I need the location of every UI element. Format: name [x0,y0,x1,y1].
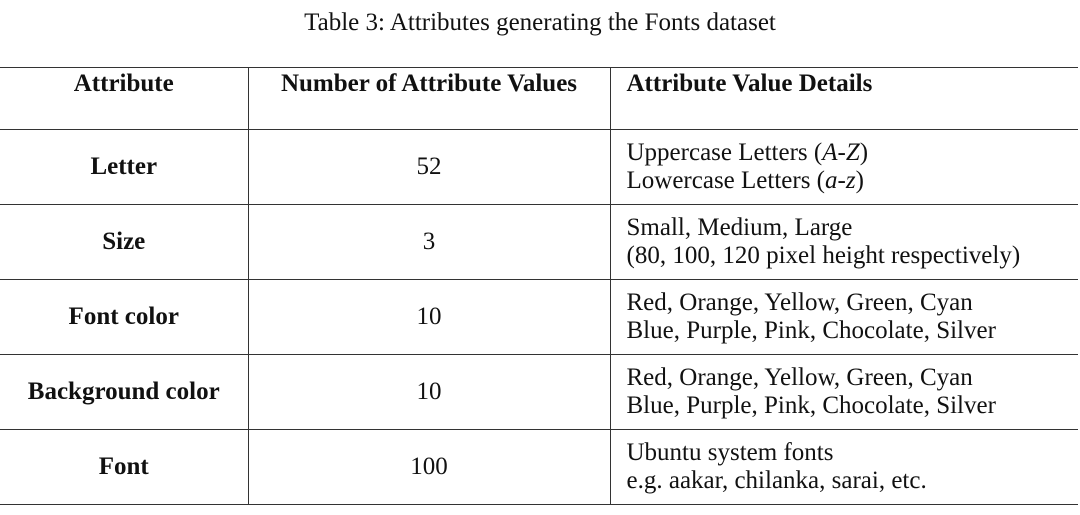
table-caption: Table 3: Attributes generating the Fonts dataset [304,9,776,36]
table-row [0,130,1078,205]
detail-line: Lowercase Letters (a-z) [626,167,864,194]
cell-attribute: Font [0,430,248,505]
detail-line: Uppercase Letters (A-Z) [626,139,869,166]
detail-line: Blue, Purple, Pink, Chocolate, Silver [626,317,996,344]
cell-count: 100 [248,430,610,505]
table-row [0,430,1078,505]
detail-line: (80, 100, 120 pixel height respectively) [626,242,1021,269]
detail-line: Blue, Purple, Pink, Chocolate, Silver [626,392,996,419]
detail-line: Red, Orange, Yellow, Green, Cyan [626,364,973,391]
table-row [0,280,1078,355]
cell-details [610,205,1078,280]
detail-line: Small, Medium, Large [626,214,853,241]
cell-attribute: Letter [0,130,248,205]
column-header-count: Number of Attribute Values [248,68,610,130]
table-row [0,355,1078,430]
cell-details [610,355,1078,430]
cell-attribute: Font color [0,280,248,355]
table-row [0,205,1078,280]
column-header-attribute: Attribute [0,68,248,130]
detail-line: Ubuntu system fonts [626,439,834,466]
cell-count: 10 [248,280,610,355]
column-header-details: Attribute Value Details [610,68,1078,130]
cell-details [610,430,1078,505]
detail-line: Red, Orange, Yellow, Green, Cyan [626,289,973,316]
cell-count: 52 [248,130,610,205]
cell-details [610,280,1078,355]
attributes-table [0,67,1078,505]
detail-line: e.g. aakar, chilanka, sarai, etc. [626,467,927,494]
cell-details [610,130,1078,205]
cell-count: 3 [248,205,610,280]
cell-attribute: Background color [0,355,248,430]
cell-attribute: Size [0,205,248,280]
cell-count: 10 [248,355,610,430]
table-header-row [0,68,1078,130]
